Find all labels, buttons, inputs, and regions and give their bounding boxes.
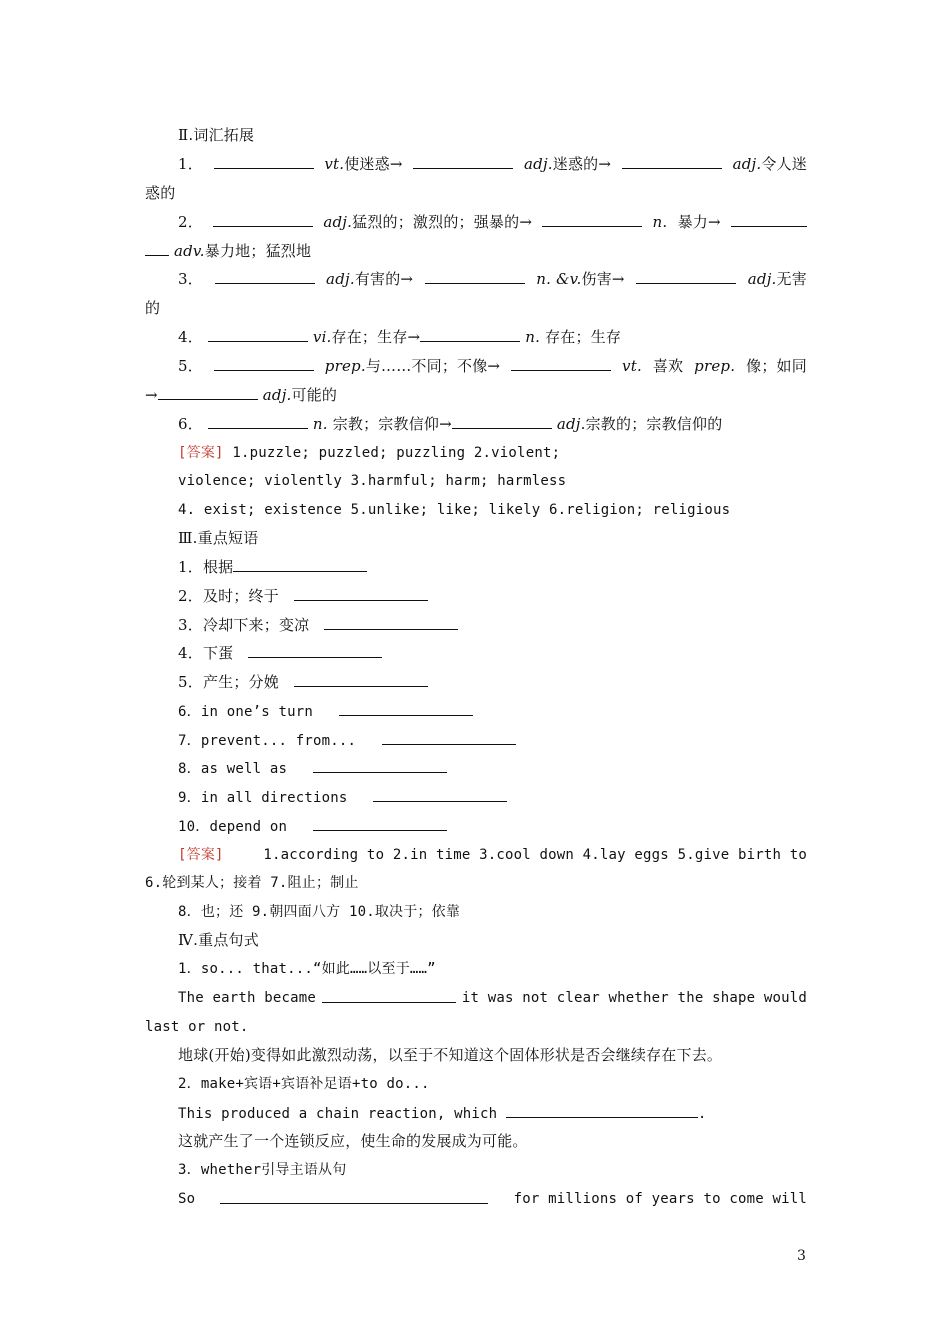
- phrase-text: 产生；分娩: [202, 673, 279, 691]
- answer-blank[interactable]: [506, 1103, 698, 1118]
- phrase-item-4: [178, 643, 807, 663]
- answer-blank[interactable]: [511, 356, 611, 371]
- phrase-item-5: [178, 672, 807, 692]
- answer-blank[interactable]: [313, 758, 447, 773]
- item-number: 3．: [178, 616, 203, 634]
- answer-blank[interactable]: [452, 414, 552, 429]
- gloss: 暴力地；猛烈地: [204, 242, 312, 260]
- phrase-text: 及时；终于: [202, 587, 279, 605]
- gloss: 令人迷: [761, 155, 807, 173]
- sentence-3-english: [178, 1189, 807, 1209]
- gloss: 无害: [776, 270, 807, 288]
- answer-blank[interactable]: [233, 557, 367, 572]
- sentence-text: This produced a chain reaction, which: [178, 1106, 498, 1122]
- section-title-sentences: Ⅳ.重点句式: [178, 931, 259, 949]
- answer-blank[interactable]: [425, 269, 525, 284]
- answer-blank[interactable]: [145, 241, 169, 256]
- item-number: 8．: [178, 761, 201, 777]
- gloss: 与……不同；不像→: [365, 357, 501, 375]
- part-of-speech: adj.: [747, 270, 777, 288]
- sentence-text: for millions of years to come will: [513, 1191, 807, 1207]
- part-of-speech: n.: [312, 415, 328, 433]
- vocab-row-3-cont: 的: [145, 299, 161, 317]
- sentence-text: So: [178, 1191, 196, 1207]
- part-of-speech: adj.: [326, 270, 355, 288]
- answer-blank[interactable]: [420, 327, 520, 342]
- gloss: 喜欢: [652, 357, 684, 375]
- phrase-item-7: [178, 730, 807, 751]
- sentence-text: .: [697, 1106, 707, 1122]
- answer-blank[interactable]: [413, 154, 513, 169]
- sentence-pattern-1-heading: 1．so... that...“如此……以至于……”: [178, 961, 436, 977]
- answer-line-1: [178, 443, 807, 463]
- phrase-item-1: [178, 557, 807, 577]
- vocab-row-6: [178, 414, 807, 434]
- vocab-row-1: [178, 154, 807, 174]
- part-of-speech: adj.: [323, 213, 353, 231]
- phrase-text: in one’s turn: [200, 704, 314, 720]
- part-of-speech: adj.: [732, 155, 762, 173]
- answer-blank[interactable]: [208, 414, 308, 429]
- part-of-speech: n.: [652, 213, 668, 231]
- section-title-phrases: Ⅲ.重点短语: [178, 529, 259, 547]
- part-of-speech: vt.: [324, 155, 345, 173]
- answer-blank[interactable]: [313, 816, 447, 831]
- answer-text: 1.puzzle; puzzled; puzzling 2.violent;: [232, 445, 561, 461]
- item-number: 6．: [178, 704, 201, 720]
- phrase-text: 冷却下来；变凉: [202, 616, 310, 634]
- answer-blank[interactable]: [220, 1189, 488, 1204]
- part-of-speech: n.: [525, 328, 541, 346]
- vocab-row-2-cont: [145, 241, 807, 261]
- gloss: 存在；生存: [545, 328, 622, 346]
- phrase-text: prevent... from...: [200, 733, 357, 749]
- sentence-1-english: [178, 988, 807, 1008]
- answer-blank[interactable]: [214, 154, 314, 169]
- answer-label: [答案]: [178, 445, 224, 461]
- answer-blank[interactable]: [322, 988, 456, 1003]
- gloss: 使迷惑→: [344, 155, 403, 173]
- answer-blank[interactable]: [213, 212, 313, 227]
- phrase-item-10: [178, 816, 807, 837]
- answer-blank[interactable]: [208, 327, 308, 342]
- section-title-vocabulary: Ⅱ.词汇拓展: [178, 126, 255, 144]
- item-number: 9．: [178, 790, 201, 806]
- answer-blank[interactable]: [339, 701, 473, 716]
- phrase-text: 根据: [202, 558, 234, 576]
- sentence-2-english: [178, 1103, 807, 1124]
- answer-line-4: [178, 845, 807, 865]
- item-number: 4．: [178, 644, 203, 662]
- vocab-row-1-cont: 惑的: [145, 184, 176, 202]
- part-of-speech: prep.: [324, 357, 366, 375]
- gloss: 宗教的；宗教信仰的: [585, 415, 723, 433]
- answer-blank[interactable]: [158, 385, 258, 400]
- page-number: 3: [797, 1248, 806, 1264]
- answer-blank[interactable]: [248, 643, 382, 658]
- item-number: 1．: [178, 155, 203, 173]
- sentence-1-english-cont: last or not.: [145, 1019, 249, 1035]
- vocab-row-5: [178, 356, 807, 376]
- part-of-speech: prep.: [694, 357, 736, 375]
- item-number: 2．: [178, 213, 203, 231]
- gloss: 可能的: [291, 386, 338, 404]
- phrase-item-6: [178, 701, 807, 722]
- item-number: 6．: [178, 415, 203, 433]
- phrase-text: in all directions: [200, 790, 348, 806]
- answer-line-3: 4. exist; existence 5.unlike; like; likely 6.religion; religious: [178, 502, 731, 518]
- phrase-item-9: [178, 787, 807, 808]
- phrase-text: 下蛋: [202, 644, 234, 662]
- item-number: 1．: [178, 558, 203, 576]
- answer-label: [答案]: [178, 847, 224, 863]
- part-of-speech: vi.: [312, 328, 332, 346]
- vocab-row-2: [178, 212, 807, 232]
- answer-blank[interactable]: [294, 586, 428, 601]
- gloss: 猛烈的；激烈的；强暴的→: [352, 213, 533, 231]
- gloss: 有害的→: [354, 270, 414, 288]
- gloss: 暴力→: [677, 213, 721, 231]
- item-number: 3．: [178, 270, 203, 288]
- gloss: 宗教；宗教信仰→: [332, 415, 452, 433]
- phrase-item-2: [178, 586, 807, 606]
- answer-blank[interactable]: [731, 212, 807, 227]
- vocab-row-3: [178, 269, 807, 289]
- answer-blank[interactable]: [324, 615, 458, 630]
- gloss: 存在；生存→: [331, 328, 421, 346]
- phrase-item-8: [178, 758, 807, 779]
- answer-blank[interactable]: [382, 730, 516, 745]
- phrase-text: as well as: [200, 761, 288, 777]
- sentence-text: it was not clear whether the shape would: [461, 990, 807, 1006]
- answer-text: 1.according to 2.in time 3.cool down 4.lay eggs 5.give birth to: [263, 847, 807, 863]
- sentence-pattern-2-heading: 2．make+宾语+宾语补足语+to do...: [178, 1076, 430, 1092]
- phrase-text: depend on: [209, 819, 288, 835]
- gloss: 像；如同: [746, 357, 807, 375]
- vocab-row-5-cont: [145, 385, 807, 405]
- item-number: 7．: [178, 733, 201, 749]
- answer-blank[interactable]: [215, 269, 315, 284]
- item-number: 2．: [178, 587, 203, 605]
- part-of-speech: vt.: [622, 357, 642, 375]
- answer-blank[interactable]: [373, 787, 507, 802]
- sentence-text: The earth became: [178, 990, 317, 1006]
- vocab-row-4: [178, 327, 807, 347]
- answer-blank[interactable]: [214, 356, 314, 371]
- answer-blank[interactable]: [294, 672, 428, 687]
- sentence-pattern-3-heading: 3．whether引导主语从句: [178, 1162, 347, 1178]
- gloss: 迷惑的→: [552, 155, 612, 173]
- sentence-2-chinese: 这就产生了一个连锁反应，使生命的发展成为可能。: [178, 1132, 528, 1150]
- item-number: 4．: [178, 328, 203, 346]
- answer-line-2: violence; violently 3.harmful; harm; harmless: [178, 473, 567, 489]
- item-number: 5．: [178, 673, 203, 691]
- answer-blank[interactable]: [636, 269, 736, 284]
- gloss: 伤害→: [581, 270, 625, 288]
- item-number: 5．: [178, 357, 203, 375]
- sentence-1-chinese: 地球(开始)变得如此激烈动荡，以至于不知道这个固体形状是否会继续存在下去。: [178, 1046, 723, 1064]
- phrase-item-3: [178, 615, 807, 635]
- part-of-speech: adj.: [556, 415, 586, 433]
- answer-blank[interactable]: [542, 212, 642, 227]
- answer-line-6: 8．也；还 9.朝四面八方 10.取决于；依靠: [178, 904, 461, 920]
- part-of-speech: adj.: [524, 155, 553, 173]
- answer-line-5: 6.轮到某人；接着 7.阻止；制止: [145, 875, 359, 891]
- part-of-speech: n. &v.: [536, 270, 582, 288]
- item-number: 10．: [178, 819, 210, 835]
- part-of-speech: adv.: [173, 242, 205, 260]
- part-of-speech: adj.: [262, 386, 292, 404]
- answer-blank[interactable]: [622, 154, 722, 169]
- arrow: →: [145, 386, 158, 404]
